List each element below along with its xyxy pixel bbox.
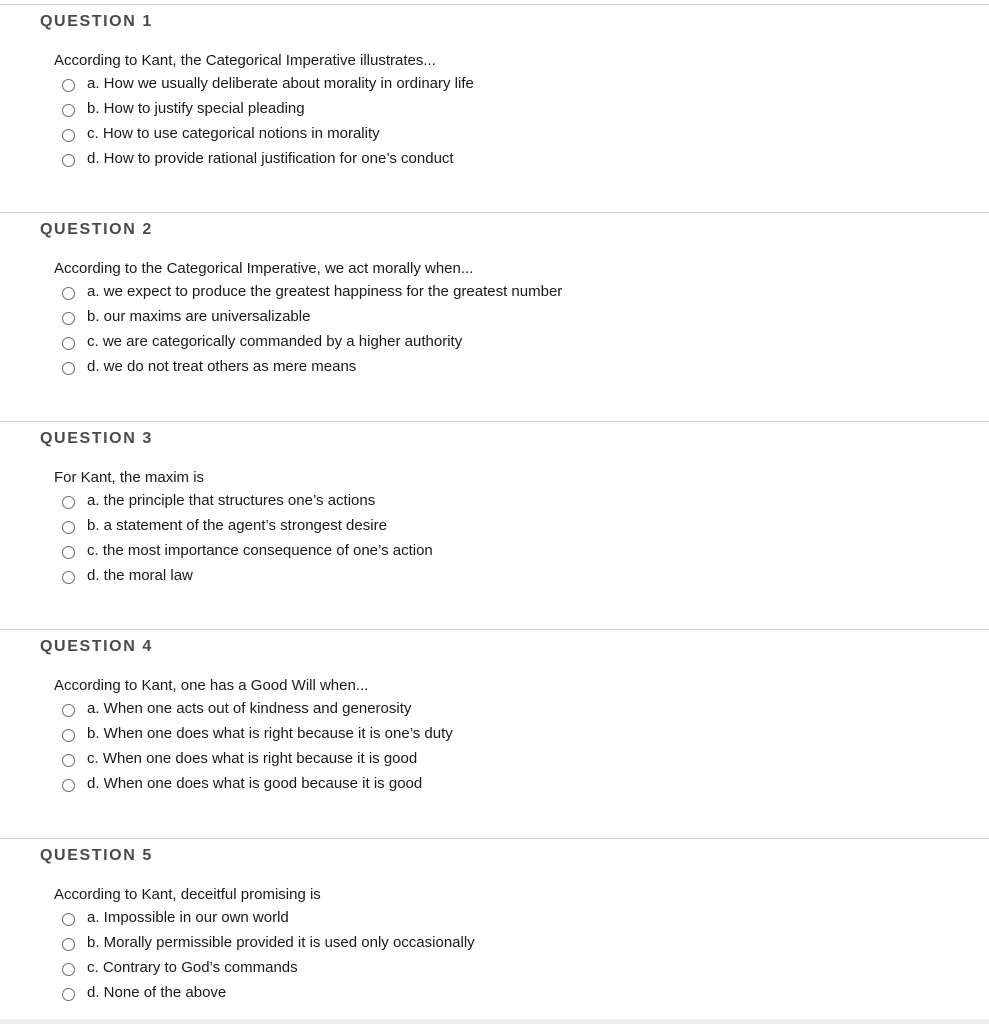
option-label[interactable]: d. None of the above bbox=[87, 984, 227, 1001]
radio-button[interactable] bbox=[62, 104, 75, 117]
option-label[interactable]: a. the principle that structures one’s actions bbox=[87, 492, 376, 509]
question-header: QUESTION 2 bbox=[40, 221, 153, 238]
radio-button[interactable] bbox=[62, 337, 75, 350]
option-d[interactable] bbox=[62, 354, 562, 379]
option-d[interactable] bbox=[62, 146, 474, 171]
radio-button[interactable] bbox=[62, 496, 75, 509]
radio-button[interactable] bbox=[62, 754, 75, 767]
radio-button[interactable] bbox=[62, 154, 75, 167]
answer-options bbox=[62, 696, 453, 796]
option-c[interactable] bbox=[62, 955, 475, 980]
option-label[interactable]: a. When one acts out of kindness and generosity bbox=[87, 700, 412, 717]
radio-button[interactable] bbox=[62, 571, 75, 584]
option-label[interactable]: b. our maxims are universalizable bbox=[87, 308, 311, 325]
option-d[interactable] bbox=[62, 563, 433, 588]
question-1 bbox=[0, 4, 989, 212]
answer-options bbox=[62, 488, 433, 588]
option-label[interactable]: d. When one does what is good because it is good bbox=[87, 775, 423, 792]
question-4 bbox=[0, 629, 989, 837]
radio-button[interactable] bbox=[62, 779, 75, 792]
question-3 bbox=[0, 421, 989, 629]
radio-button[interactable] bbox=[62, 546, 75, 559]
question-text: According to Kant, the Categorical Imperative illustrates... bbox=[54, 52, 436, 69]
radio-button[interactable] bbox=[62, 362, 75, 375]
option-d[interactable] bbox=[62, 771, 453, 796]
option-label[interactable]: b. a statement of the agent’s strongest desire bbox=[87, 517, 387, 534]
answer-options bbox=[62, 279, 562, 379]
option-c[interactable] bbox=[62, 329, 562, 354]
radio-button[interactable] bbox=[62, 129, 75, 142]
option-a[interactable] bbox=[62, 696, 453, 721]
option-label[interactable]: c. Contrary to God’s commands bbox=[87, 959, 298, 976]
radio-button[interactable] bbox=[62, 79, 75, 92]
radio-button[interactable] bbox=[62, 287, 75, 300]
option-a[interactable] bbox=[62, 71, 474, 96]
radio-button[interactable] bbox=[62, 963, 75, 976]
option-a[interactable] bbox=[62, 905, 475, 930]
option-label[interactable]: d. How to provide rational justification for one’s conduct bbox=[87, 150, 454, 167]
question-text: For Kant, the maxim is bbox=[54, 469, 205, 486]
question-text: According to Kant, deceitful promising is bbox=[54, 886, 321, 903]
question-header: QUESTION 5 bbox=[40, 847, 153, 864]
option-b[interactable] bbox=[62, 721, 453, 746]
option-b[interactable] bbox=[62, 513, 433, 538]
option-b[interactable] bbox=[62, 96, 474, 121]
option-b[interactable] bbox=[62, 930, 475, 955]
option-c[interactable] bbox=[62, 121, 474, 146]
question-5 bbox=[0, 838, 989, 1019]
question-text: According to the Categorical Imperative, we act morally when... bbox=[54, 260, 474, 277]
option-b[interactable] bbox=[62, 304, 562, 329]
option-d[interactable] bbox=[62, 980, 475, 1005]
option-label[interactable]: b. When one does what is right because it is one’s duty bbox=[87, 725, 453, 742]
option-label[interactable]: d. we do not treat others as mere means bbox=[87, 358, 357, 375]
option-label[interactable]: b. How to justify special pleading bbox=[87, 100, 305, 117]
radio-button[interactable] bbox=[62, 938, 75, 951]
option-label[interactable]: c. How to use categorical notions in morality bbox=[87, 125, 380, 142]
radio-button[interactable] bbox=[62, 704, 75, 717]
option-c[interactable] bbox=[62, 538, 433, 563]
option-label[interactable]: a. How we usually deliberate about morality in ordinary life bbox=[87, 75, 474, 92]
option-label[interactable]: d. the moral law bbox=[87, 567, 193, 584]
option-a[interactable] bbox=[62, 488, 433, 513]
option-label[interactable]: c. When one does what is right because it is good bbox=[87, 750, 418, 767]
question-header: QUESTION 4 bbox=[40, 638, 153, 655]
answer-options bbox=[62, 905, 475, 1005]
question-text: According to Kant, one has a Good Will when... bbox=[54, 677, 369, 694]
option-label[interactable]: c. the most importance consequence of one’s action bbox=[87, 542, 433, 559]
radio-button[interactable] bbox=[62, 312, 75, 325]
bottom-divider bbox=[0, 1019, 989, 1024]
option-a[interactable] bbox=[62, 279, 562, 304]
option-label[interactable]: c. we are categorically commanded by a higher authority bbox=[87, 333, 463, 350]
option-label[interactable]: a. Impossible in our own world bbox=[87, 909, 289, 926]
question-header: QUESTION 1 bbox=[40, 13, 153, 30]
radio-button[interactable] bbox=[62, 729, 75, 742]
question-2 bbox=[0, 212, 989, 420]
answer-options bbox=[62, 71, 474, 171]
option-label[interactable]: b. Morally permissible provided it is used only occasionally bbox=[87, 934, 475, 951]
question-header: QUESTION 3 bbox=[40, 430, 153, 447]
radio-button[interactable] bbox=[62, 988, 75, 1001]
radio-button[interactable] bbox=[62, 913, 75, 926]
option-c[interactable] bbox=[62, 746, 453, 771]
option-label[interactable]: a. we expect to produce the greatest happiness for the greatest number bbox=[87, 283, 563, 300]
radio-button[interactable] bbox=[62, 521, 75, 534]
